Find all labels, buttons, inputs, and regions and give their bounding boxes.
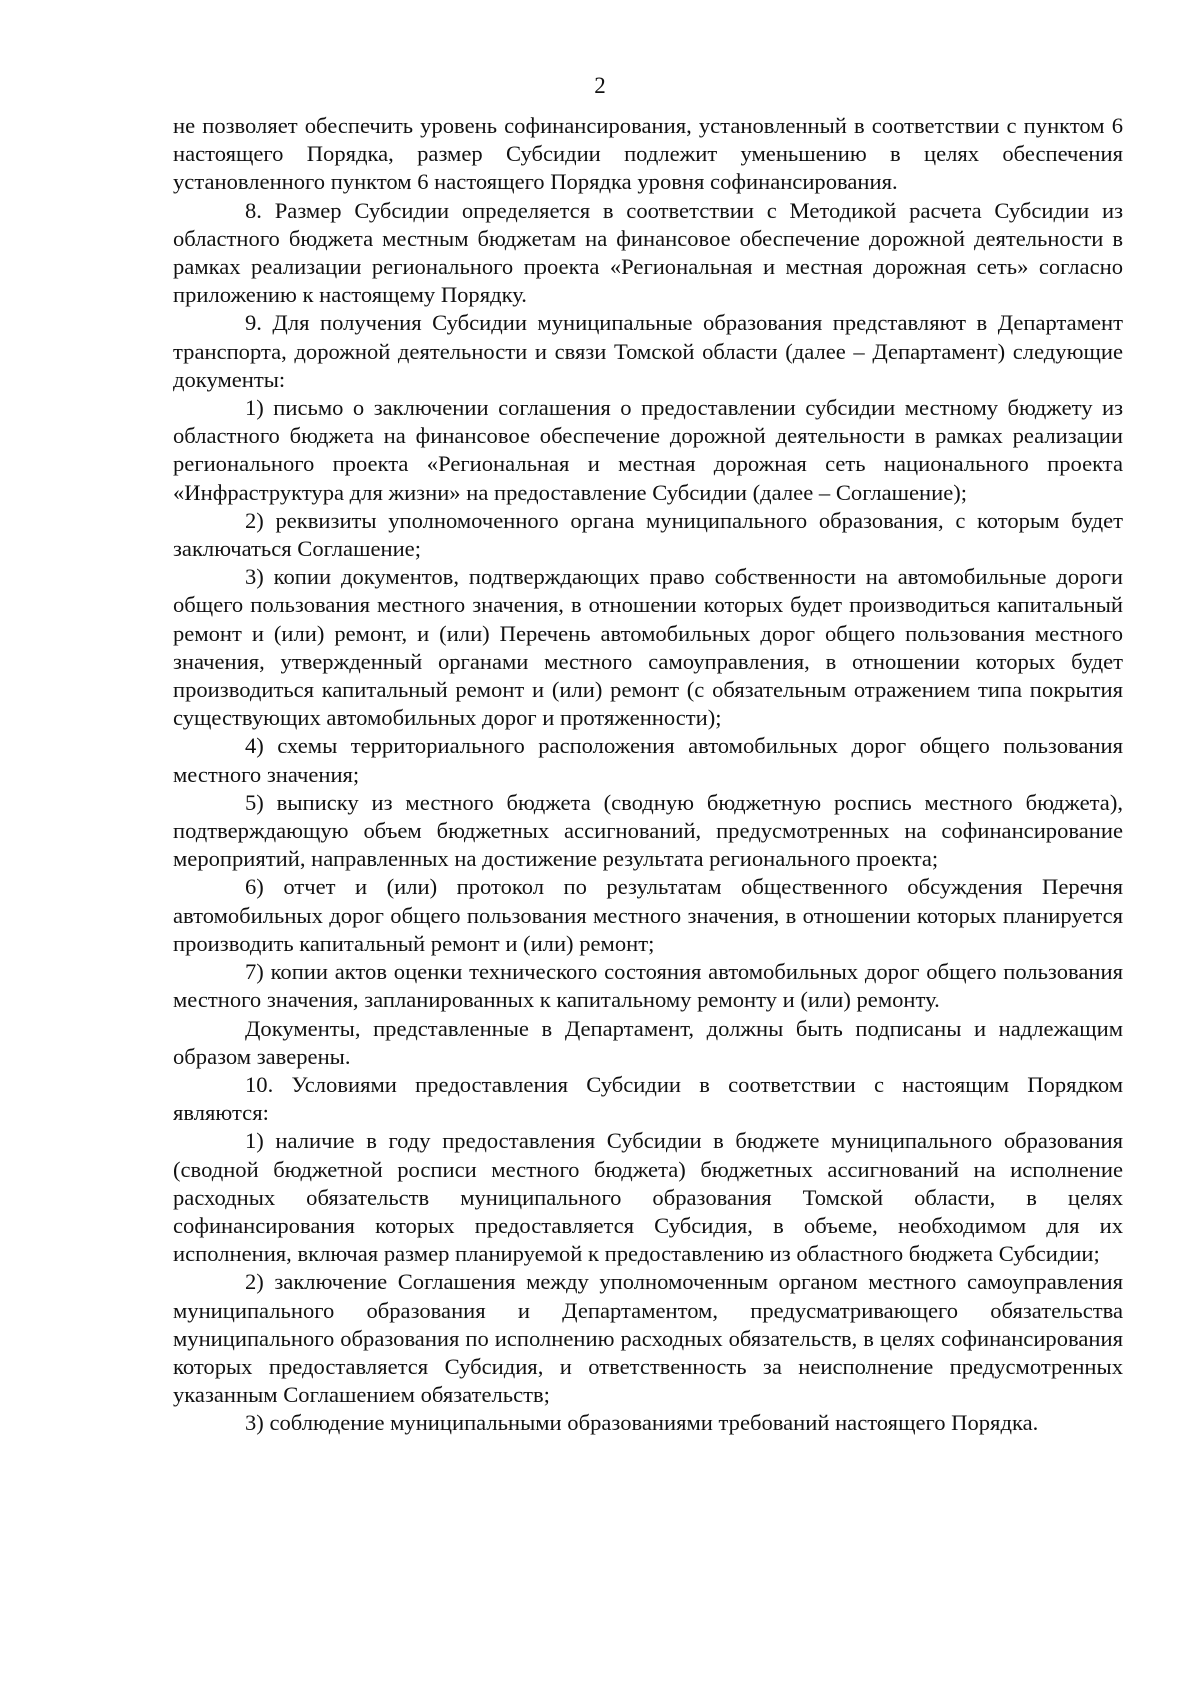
list-item: 2) заключение Соглашения между уполномоченным органом местного самоуправления муниципального образования и Департаментом, предусматривающего обязательства муниципального образования по исполнению расходных обязательств, в целях софинансирования которых предоставляется Субсидия, и ответственность за неисполнение предусмотренных указанным Соглашением обязательств;	[173, 1269, 1123, 1408]
paragraph: 10. Условиями предоставления Субсидии в соответствии с настоящим Порядком являются:	[173, 1071, 1123, 1126]
page-number: 2	[594, 73, 606, 98]
document-body	[173, 112, 1123, 1438]
list-item: 4) схемы территориального расположения автомобильных дорог общего пользования местного значения;	[173, 733, 1123, 787]
list-item: 3) копии документов, подтверждающих право собственности на автомобильные дороги общего пользования местного значения, в отношении которых будет производиться капитальный ремонт и (или) ремонт, и (или) Перечень автомобильных дорог общего пользования местного значения, утвержденный органами местного самоуправления, в отношении которых будет производиться капитальный ремонт и (или) ремонт (с обязательным отражением типа покрытия существующих автомобильных дорог и протяженности);	[173, 564, 1123, 731]
paragraph: 8. Размер Субсидии определяется в соответствии с Методикой расчета Субсидии из областного бюджета местным бюджетам на финансовое обеспечение дорожной деятельности в рамках реализации регионального проекта «Региональная и местная дорожная сеть» согласно приложению к настоящему Порядку.	[173, 197, 1123, 308]
list-item: 1) письмо о заключении соглашения о предоставлении субсидии местному бюджету из областного бюджета на финансовое обеспечение дорожной деятельности в рамках реализации регионального проекта «Региональная и местная дорожная сеть национального проекта «Инфраструктура для жизни» на предоставление Субсидии (далее – Соглашение);	[173, 395, 1123, 505]
list-item: 6) отчет и (или) протокол по результатам общественного обсуждения Перечня автомобильных дорог общего пользования местного значения, в отношении которых планируется производить капитальный ремонт и (или) ремонт;	[173, 874, 1123, 956]
paragraph: 9. Для получения Субсидии муниципальные образования представляют в Департамент транспорта, дорожной деятельности и связи Томской области (далее – Департамент) следующие документы:	[173, 310, 1123, 392]
list-item: 2) реквизиты уполномоченного органа муниципального образования, с которым будет заключаться Соглашение;	[173, 507, 1123, 562]
paragraph: Документы, представленные в Департамент, должны быть подписаны и надлежащим образом заверены.	[173, 1015, 1123, 1069]
list-item: 1) наличие в году предоставления Субсидии в бюджете муниципального образования (сводной бюджетной росписи местного бюджета) бюджетных ассигнований на исполнение расходных обязательств муниципального образования Томской области, в целях софинансирования которых предоставляется Субсидия, в объеме, необходимом для их исполнения, включая размер планируемой к предоставлению из областного бюджета Субсидии;	[173, 1128, 1123, 1267]
list-item: 7) копии актов оценки технического состояния автомобильных дорог общего пользования местного значения, запланированных к капитальному ремонту и (или) ремонту.	[173, 959, 1123, 1013]
list-item: 3) соблюдение муниципальными образованиями требований настоящего Порядка.	[245, 1410, 1039, 1436]
paragraph: не позволяет обеспечить уровень софинансирования, установленный в соответствии с пунктом 6 настоящего Порядка, размер Субсидии подлежит уменьшению в целях обеспечения установленного пунктом 6 настоящего Порядка уровня софинансирования.	[173, 113, 1123, 195]
list-item: 5) выписку из местного бюджета (сводную бюджетную роспись местного бюджета), подтверждающую объем бюджетных ассигнований, предусмотренных на софинансирование мероприятий, направленных на достижение результата регионального проекта;	[173, 789, 1123, 872]
